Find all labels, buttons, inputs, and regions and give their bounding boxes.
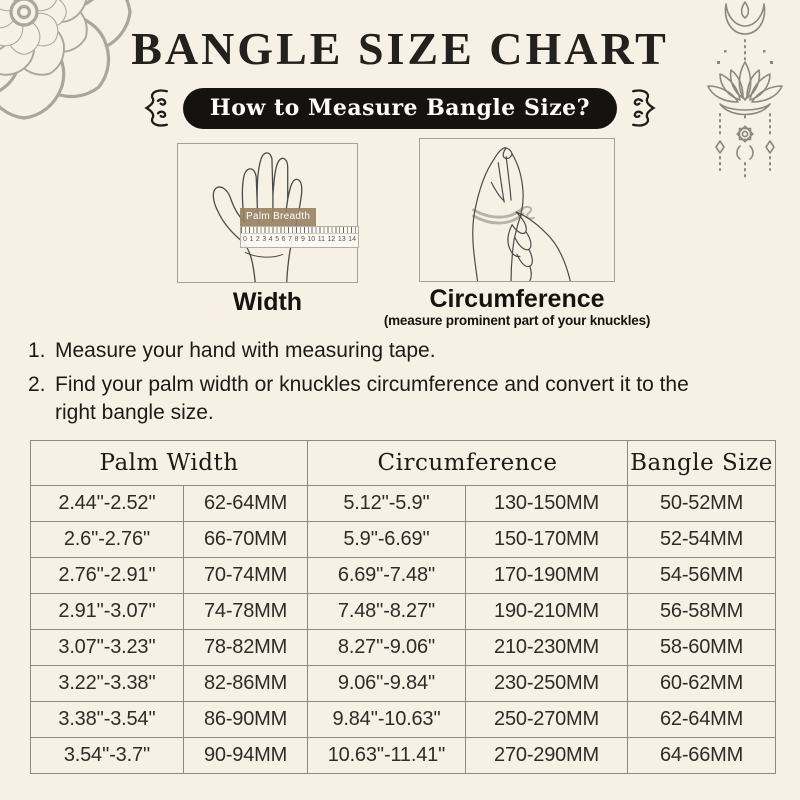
table-row: [31, 630, 776, 666]
table-cell: 64-66MM: [628, 738, 776, 774]
table-cell: 9.84''-10.63'': [308, 702, 466, 738]
table-row: [31, 738, 776, 774]
table-cell: 190-210MM: [466, 594, 628, 630]
table-cell: 2.91''-3.07'': [31, 594, 184, 630]
table-row: [31, 486, 776, 522]
ruler-ticks: [241, 227, 358, 234]
header-palm-width: Palm Width: [31, 441, 308, 486]
table-cell: 8.27''-9.06'': [308, 630, 466, 666]
table-row: [31, 594, 776, 630]
table-row: [31, 702, 776, 738]
table-cell: 56-58MM: [628, 594, 776, 630]
table-cell: 74-78MM: [184, 594, 308, 630]
table-cell: 3.38''-3.54'': [31, 702, 184, 738]
badge-row: [0, 86, 800, 130]
table-cell: 78-82MM: [184, 630, 308, 666]
table-cell: 90-94MM: [184, 738, 308, 774]
table-cell: 250-270MM: [466, 702, 628, 738]
table-cell: 6.69''-7.48'': [308, 558, 466, 594]
ruler-number: 9: [300, 236, 305, 243]
circumference-illustration-box: [419, 138, 615, 282]
table-cell: 70-74MM: [184, 558, 308, 594]
table-cell: 50-52MM: [628, 486, 776, 522]
table-cell: 52-54MM: [628, 522, 776, 558]
how-to-measure-badge: How to Measure Bangle Size?: [183, 88, 617, 129]
ruler-number: 12: [327, 236, 336, 243]
table-cell: 9.06''-9.84'': [308, 666, 466, 702]
ruler-number: 13: [337, 236, 346, 243]
circumference-label: Circumference: [429, 285, 605, 313]
ruler-number: 3: [262, 236, 267, 243]
table-cell: 3.07''-3.23'': [31, 630, 184, 666]
instruction-number: 1.: [28, 339, 46, 362]
table-cell: 7.48''-8.27'': [308, 594, 466, 630]
table-cell: 54-56MM: [628, 558, 776, 594]
ruler-number: 10: [307, 236, 316, 243]
size-table-body: [31, 486, 776, 774]
table-cell: 60-62MM: [628, 666, 776, 702]
header-bangle-size: Bangle Size: [628, 441, 776, 486]
table-cell: 170-190MM: [466, 558, 628, 594]
table-cell: 210-230MM: [466, 630, 628, 666]
instruction-item: [28, 337, 776, 364]
ruler-number: 5: [275, 236, 280, 243]
instruction-text: Find your palm width or knuckles circumference and convert it to the right bangle size.: [55, 373, 689, 424]
table-cell: 62-64MM: [184, 486, 308, 522]
ruler-number: 2: [255, 236, 260, 243]
table-row: [31, 666, 776, 702]
ruler-number: 6: [281, 236, 286, 243]
instruction-number: 2.: [28, 373, 46, 397]
table-cell: 270-290MM: [466, 738, 628, 774]
table-cell: 2.76''-2.91'': [31, 558, 184, 594]
ruler: [240, 226, 359, 248]
page-title: BANGLE SIZE CHART: [131, 23, 669, 74]
table-cell: 2.44''-2.52'': [31, 486, 184, 522]
palm-breadth-tag: Palm Breadth: [240, 208, 316, 226]
table-cell: 150-170MM: [466, 522, 628, 558]
table-cell: 66-70MM: [184, 522, 308, 558]
table-cell: 62-64MM: [628, 702, 776, 738]
circumference-note: (measure prominent part of your knuckles): [383, 313, 651, 328]
table-cell: 230-250MM: [466, 666, 628, 702]
table-cell: 2.6''-2.76'': [31, 522, 184, 558]
ruler-number: 4: [268, 236, 273, 243]
table-cell: 5.9''-6.69'': [308, 522, 466, 558]
instructions-list: [28, 337, 776, 433]
table-row: [31, 522, 776, 558]
flourish-left-icon: [143, 86, 173, 130]
width-label: Width: [232, 288, 303, 316]
table-row: [31, 558, 776, 594]
ruler-numbers: [241, 234, 358, 244]
table-cell: 10.63''-11.41'': [308, 738, 466, 774]
knuckles-hand-icon: [420, 139, 614, 281]
ruler-number: 14: [348, 236, 356, 243]
ruler-number: 8: [294, 236, 299, 243]
table-cell: 3.54''-3.7'': [31, 738, 184, 774]
ruler-number: 7: [288, 236, 292, 243]
table-cell: 58-60MM: [628, 630, 776, 666]
instruction-text: Measure your hand with measuring tape.: [55, 339, 436, 362]
table-cell: 86-90MM: [184, 702, 308, 738]
header-circumference: Circumference: [308, 441, 628, 486]
instruction-item: [28, 371, 776, 426]
width-illustration-box: [177, 143, 358, 283]
table-header-row: [31, 441, 776, 486]
flourish-right-icon: [627, 86, 657, 130]
ruler-number: 11: [317, 236, 325, 243]
table-cell: 3.22''-3.38'': [31, 666, 184, 702]
table-cell: 130-150MM: [466, 486, 628, 522]
ruler-number: 1: [249, 236, 254, 243]
ruler-number: 0: [243, 236, 247, 243]
bangle-size-table: [30, 440, 776, 774]
table-cell: 82-86MM: [184, 666, 308, 702]
table-cell: 5.12''-5.9'': [308, 486, 466, 522]
